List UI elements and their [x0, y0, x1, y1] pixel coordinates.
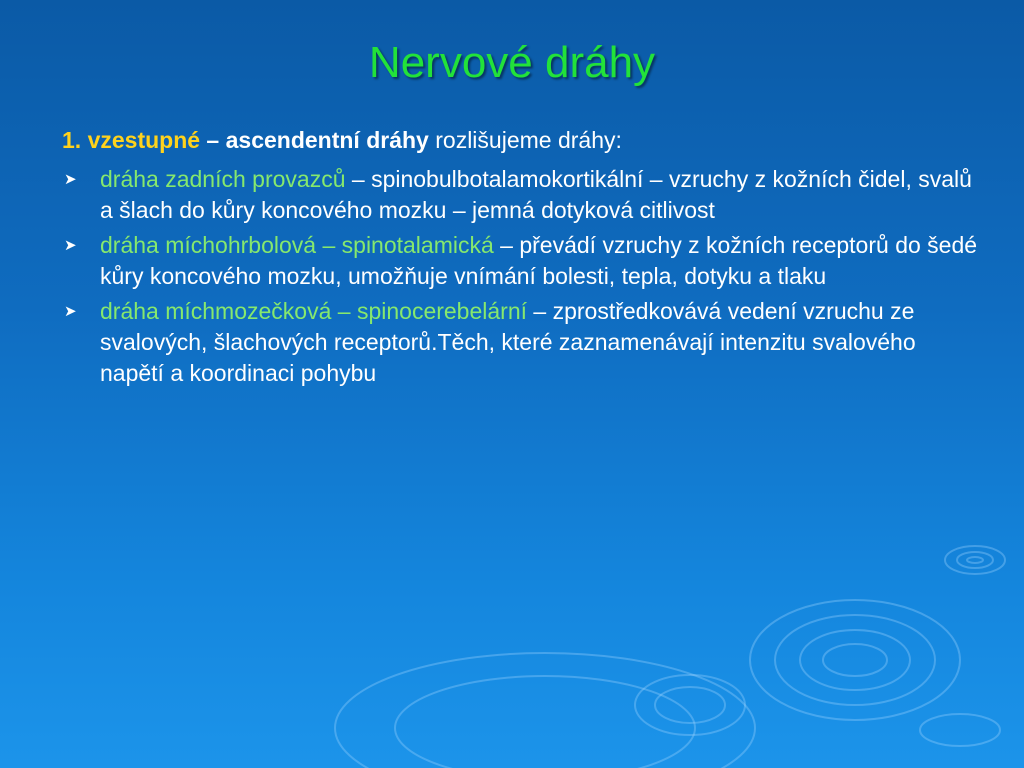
intro-number: 1. vzestupné — [62, 127, 201, 153]
bullet-highlight: dráha zadních provazců — [100, 166, 346, 192]
list-item — [62, 230, 982, 292]
bullet-text: – spinobulbotalamokortikální – vzruchy z kožních čidel, svalů a šlach do kůry koncového mozku – jemná dotyková citlivost — [100, 166, 972, 223]
bullet-highlight: dráha míchohrbolová – spinotalamická — [100, 232, 494, 258]
arrow-right-icon: ➤ — [64, 302, 77, 320]
intro-line — [62, 124, 982, 156]
list-item — [62, 164, 982, 226]
list-item — [62, 296, 982, 389]
bullet-list — [62, 164, 982, 389]
bullet-text: – převádí vzruchy z kožních receptorů do šedé kůry koncového mozku, umožňuje vnímání bolesti, tepla, dotyku a tlaku — [100, 232, 978, 289]
bullet-text: – zprostředkovává vedení vzruchu ze svalových, šlachových receptorů.Těch, které zaznamenávají intenzitu svalového napětí a koordinaci pohybu — [100, 298, 916, 386]
intro-rest: rozlišujeme dráhy: — [428, 127, 622, 153]
intro-bold: – ascendentní dráhy — [200, 127, 429, 153]
arrow-right-icon: ➤ — [64, 170, 77, 188]
arrow-right-icon: ➤ — [64, 236, 77, 254]
slide-title: Nervové dráhy — [368, 38, 656, 87]
bullet-highlight: dráha míchmozečková – spinocerebelární — [100, 298, 528, 324]
slide-body — [62, 124, 982, 393]
